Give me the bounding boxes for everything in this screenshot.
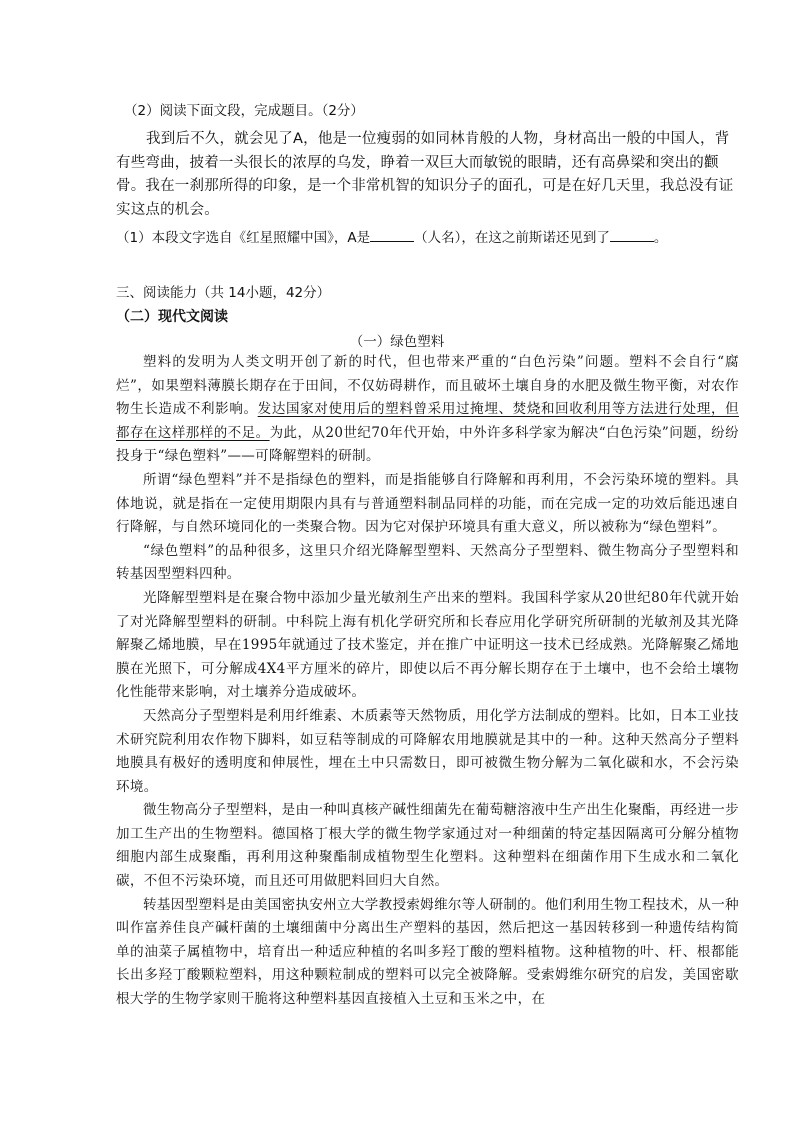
paragraph-1-end: 为此，从20世纪70年代开始，中外许多科学家为解决“白色污染”问题，纷纷投身于“绿色塑料”——可降解塑料的研制。 (116, 424, 739, 465)
paragraph-1-intro: 塑料的发明为人类文明开创了新的时代，但也带来严重的“白色污染”问题。塑料不会自行“腐烂”，如果塑料薄膜长期存在于田间，不仅妨碍耕作，而且破坏土壤自身的水肥及微生物平衡，对农作物生长造成不利影响。 (116, 354, 739, 418)
sub-question-end: 。 (653, 230, 668, 246)
sub-question-text-2: （人名），在这之前斯诺还见到了 (414, 230, 610, 246)
section-subheading: （二）现代文阅读 (116, 309, 228, 325)
article-title: （一）绿色塑料 (349, 334, 445, 350)
question-2-label: （2）阅读下面文段，完成题目。（2分） (124, 103, 364, 119)
paragraph-5: 天然高分子型塑料是利用纤维素、木质素等天然物质，用化学方法制成的塑料。比如，日本工业技术研究院利用农作物下脚料，如豆秸等制成的可降解农用地膜就是其中的一种。这种天然高分子塑料地膜具有极好的透明度和伸展性，埋在土中只需数日，即可被微生物分解为二氧化碳和水，不会污染环境。 (116, 707, 739, 795)
paragraph-2: 所谓“绿色塑料”并不是指绿色的塑料，而是指能够自行降解和再利用，不会污染环境的塑料。具体地说，就是指在一定使用期限内具有与普通塑料制品同样的功能，而在完成一定的功效后能迅速自行降解，与自然环境同化的一类聚合物。因为它对保护环境具有重大意义，所以被称为“绿色塑料”。 (116, 471, 739, 536)
answer-blank-1[interactable] (370, 229, 414, 242)
red-star-passage: 我到后不久，就会见了A，他是一位瘦弱的如同林肯般的人物，身材高出一般的中国人，背有些弯曲，披着一头很长的浓厚的乌发，睁着一双巨大而敏锐的眼睛，还有高鼻梁和突出的颧骨。我在一刹那所得的印象，是一个非常机智的知识分子的面孔，可是在好几天里，我总没有证实这点的机会。 (116, 131, 734, 218)
section-heading: 三、阅读能力（共 14小题，42分） (116, 285, 331, 301)
sub-question-1 (116, 226, 667, 246)
sub-question-text-1: （1）本段文字选自《红星照耀中国》，A是 (116, 230, 371, 246)
paragraph-6: 微生物高分子型塑料，是由一种叫真核产碱性细菌先在葡萄糖溶液中生产出生化聚酯，再经进一步加工生产出的生物塑料。德国格丁根大学的微生物学家通过对一种细菌的特定基因隔离可分解分植物细胞内部生成聚酯，再利用这种聚酯制成植物型生化塑料。这种塑料在细菌作用下生成水和二氧化碳，不但不污染环境，而且还可用做肥料回归大自然。 (116, 802, 739, 890)
paragraph-7: 转基因型塑料是由美国密执安州立大学教授索姆维尔等人研制的。他们利用生物工程技术，从一种叫作富养佳良产碱杆菌的土壤细菌中分离出生产塑料的基因，然后把这一基因转移到一种遗传结构简单的油菜子属植物中，培育出一种适应种植的名叫多羟丁酸的塑料植物。这种植物的叶、杆、根都能长出多羟丁酸颗粒塑料，用这种颗粒制成的塑料可以完全被降解。受索姆维尔研究的启发，美国密歇根大学的生物学家则干脆将这种塑料基因直接植入土豆和玉米之中，在 (116, 896, 739, 1008)
answer-blank-2[interactable] (610, 229, 654, 242)
paragraph-3: “绿色塑料”的品种很多，这里只介绍光降解型塑料、天然高分子型塑料、微生物高分子型塑料和转基因型塑料四种。 (116, 542, 739, 583)
underlined-sentence: 发达国家对使用后的塑料曾采用过掩埋、焚烧和回收利用等方法进行处理，但都存在这样那样的不足。 (116, 401, 740, 441)
paragraph-1 (116, 351, 739, 469)
article-body (116, 351, 739, 1012)
paragraph-4: 光降解型塑料是在聚合物中添加少量光敏剂生产出来的塑料。我国科学家从20世纪80年代就开始了对光降解型塑料的研制。中科院上海有机化学研究所和长春应用化学研究所研制的光敏剂及其光降解聚乙烯地膜，早在1995年就通过了技术鉴定，并在推广中证明这一技术已经成熟。光降解聚乙烯地膜在光照下，可分解成4X4平方厘米的碎片，即使以后不再分解长期存在于土壤中，也不会给土壤物化性能带来影响，对土壤养分造成破坏。 (116, 589, 739, 701)
